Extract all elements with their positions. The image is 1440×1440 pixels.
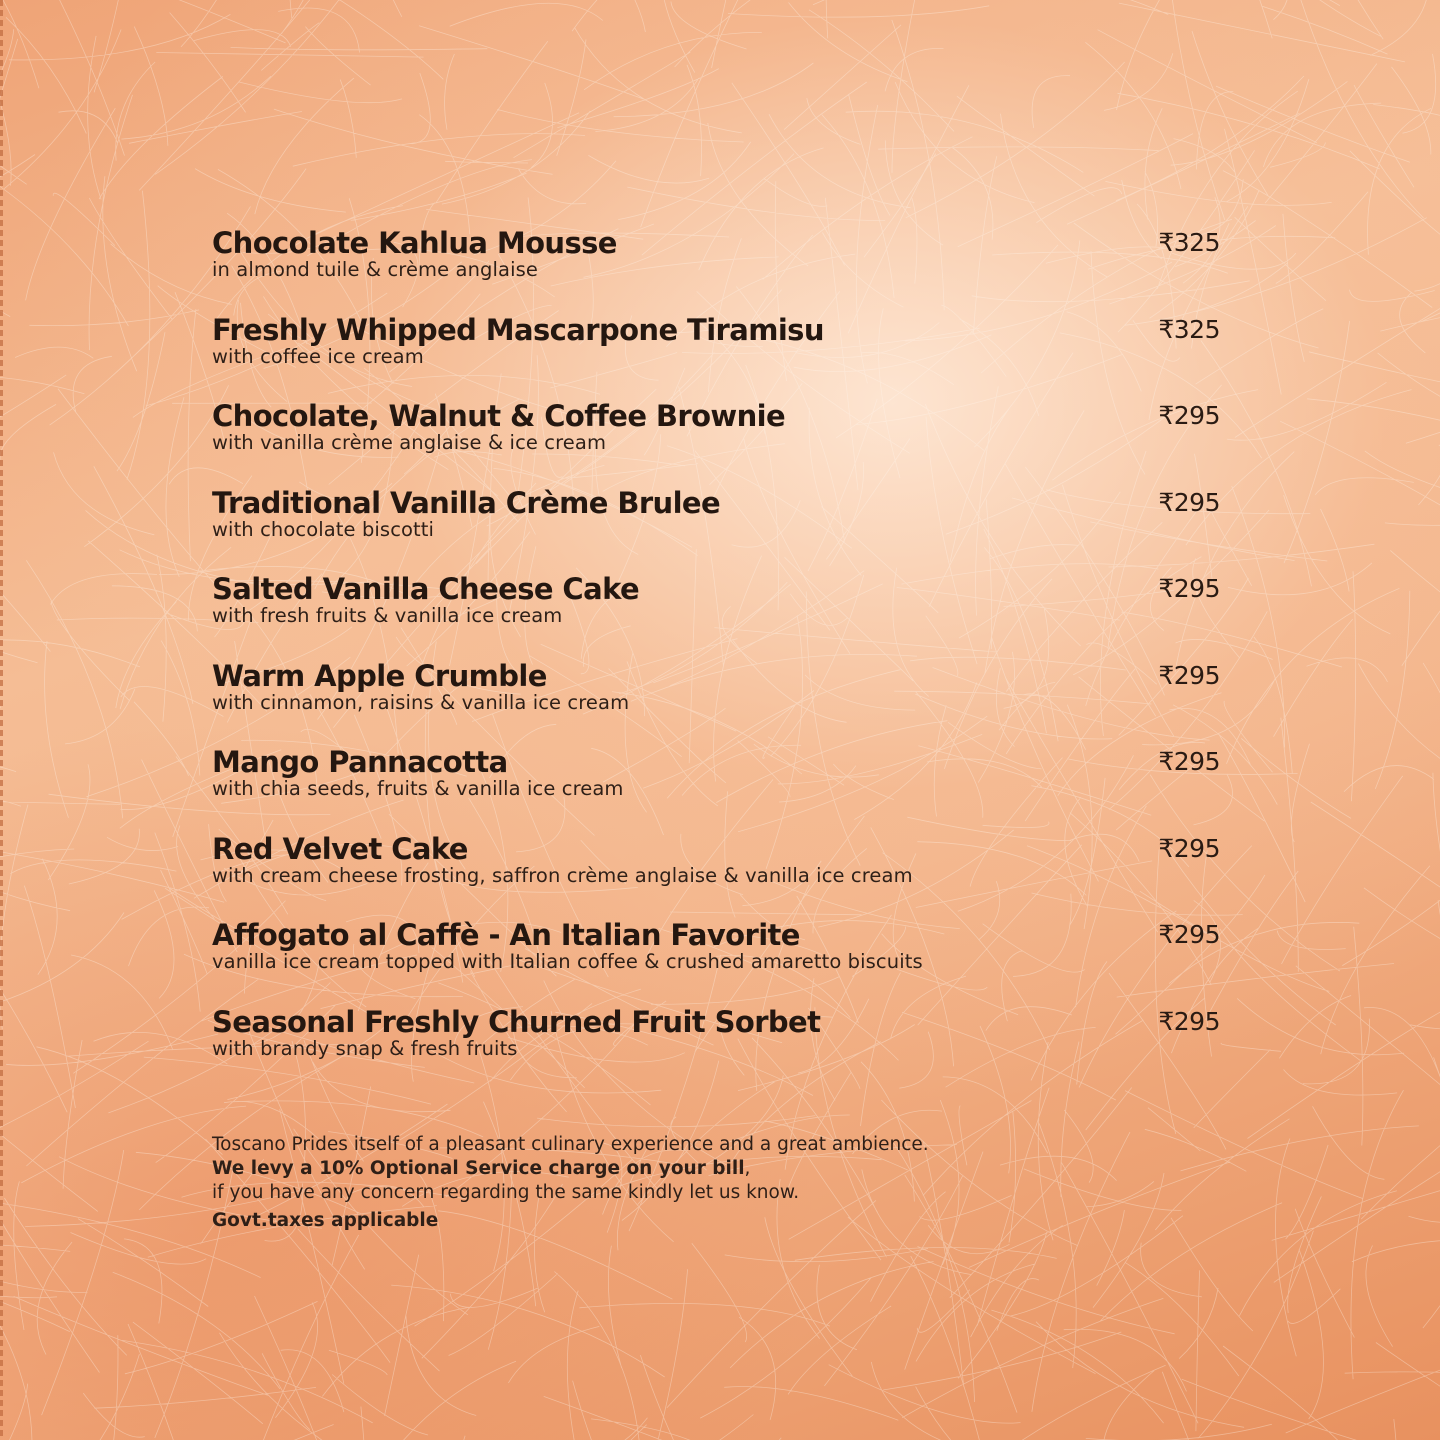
- menu-item-price: ₹295: [1158, 920, 1220, 949]
- menu-item-description: in almond tuile & crème anglaise: [212, 258, 538, 281]
- menu-item: [212, 745, 1222, 832]
- service-charge-text: We levy a 10% Optional Service charge on your bill: [212, 1158, 745, 1179]
- menu-item-description: with chia seeds, fruits & vanilla ice cream: [212, 777, 624, 800]
- menu-item-price: ₹295: [1158, 747, 1220, 776]
- menu-item-name: Traditional Vanilla Crème Brulee: [212, 485, 721, 520]
- menu-item-name: Seasonal Freshly Churned Fruit Sorbet: [212, 1004, 821, 1039]
- menu-item: [212, 313, 1222, 400]
- service-charge-comma: ,: [744, 1158, 751, 1179]
- concern-note: if you have any concern regarding the same kindly let us know.: [212, 1182, 800, 1203]
- menu-item: [212, 659, 1222, 746]
- menu-item: [212, 918, 1222, 1005]
- menu-item-name: Chocolate Kahlua Mousse: [212, 226, 617, 260]
- menu-item-description: with coffee ice cream: [212, 344, 424, 368]
- menu-item-name: Salted Vanilla Cheese Cake: [212, 572, 640, 606]
- menu-item-description: with fresh fruits & vanilla ice cream: [212, 604, 563, 627]
- menu-item: [212, 832, 1222, 919]
- menu-item-price: ₹295: [1158, 401, 1220, 430]
- menu-item-name: Chocolate, Walnut & Coffee Brownie: [212, 399, 786, 433]
- ambience-note: Toscano Prides itself of a pleasant culinary experience and a great ambience.: [212, 1134, 929, 1155]
- menu-item: [212, 226, 1222, 313]
- service-charge-note: [212, 1157, 1112, 1181]
- menu-footer-notes: [212, 1133, 1112, 1233]
- menu-item-name: Affogato al Caffè - An Italian Favorite: [212, 918, 800, 952]
- menu-item-price: ₹295: [1158, 1006, 1220, 1036]
- menu-item-price: ₹295: [1158, 833, 1220, 863]
- menu-item-price: ₹295: [1158, 660, 1220, 690]
- menu-item-description: with vanilla crème anglaise & ice cream: [212, 431, 607, 454]
- menu-item-description: vanilla ice cream topped with Italian coffee & crushed amaretto biscuits: [212, 950, 923, 973]
- menu-item-name: Freshly Whipped Mascarpone Tiramisu: [212, 312, 824, 347]
- menu-item-price: ₹325: [1158, 228, 1220, 257]
- menu-item-description: with chocolate biscotti: [212, 517, 435, 541]
- menu-item-price: ₹325: [1158, 314, 1220, 344]
- menu-item-price: ₹295: [1158, 487, 1220, 517]
- menu-item-description: with cinnamon, raisins & vanilla ice cream: [212, 690, 630, 714]
- menu-item: [212, 1005, 1222, 1092]
- menu-item-price: ₹295: [1158, 574, 1220, 603]
- menu-item-description: with cream cheese frosting, saffron crème anglaise & vanilla ice cream: [212, 863, 913, 887]
- menu-item: [212, 399, 1222, 486]
- menu-item-name: Mango Pannacotta: [212, 745, 508, 779]
- menu-item: [212, 572, 1222, 659]
- taxes-note: Govt.taxes applicable: [212, 1210, 439, 1231]
- menu-item: [212, 486, 1222, 573]
- menu-item-description: with brandy snap & fresh fruits: [212, 1036, 518, 1060]
- dessert-menu-list: [212, 226, 1222, 1091]
- menu-item-name: Red Velvet Cake: [212, 831, 468, 866]
- perforated-edge: [0, 0, 3, 1440]
- menu-item-name: Warm Apple Crumble: [212, 658, 547, 693]
